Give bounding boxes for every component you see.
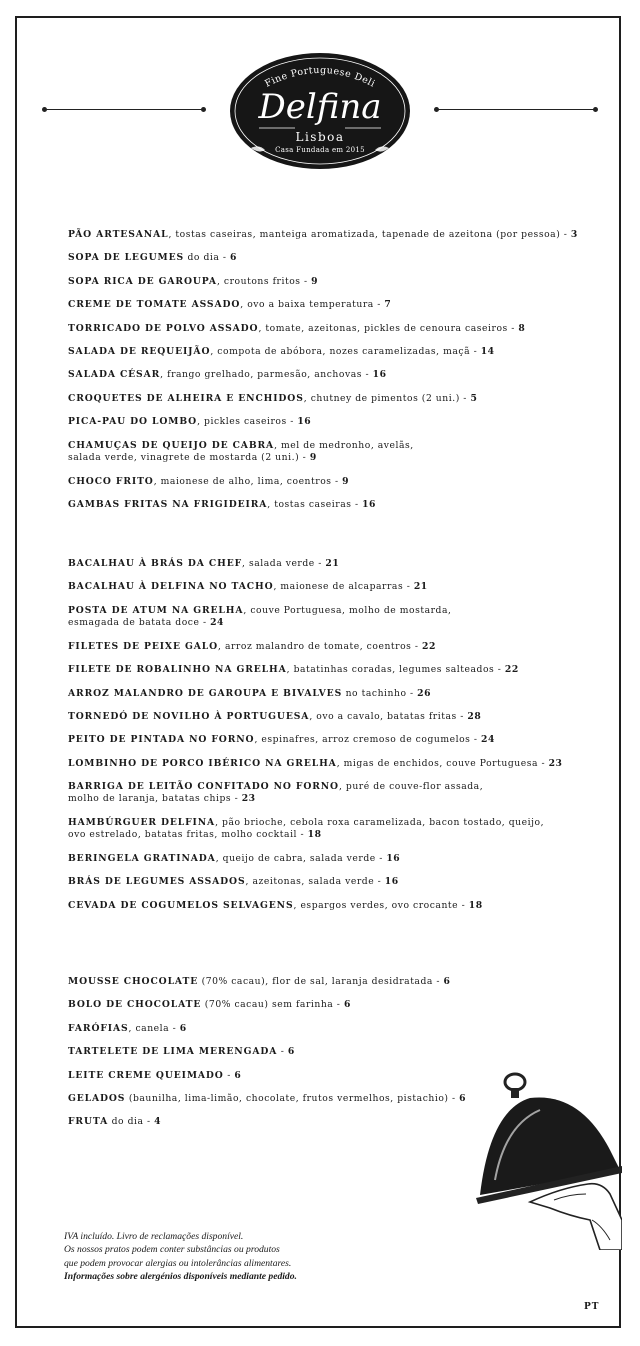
dish-price: 21	[325, 558, 340, 569]
dish-description: , maionese de alcaparras -	[273, 581, 414, 593]
dish-name: CEVADA DE COGUMELOS SELVAGENS	[68, 899, 294, 911]
dish-description: , azeitonas, salada verde -	[245, 876, 385, 888]
dish-price: 16	[384, 876, 399, 888]
dish-description: , batatinhas coradas, legumes salteados -	[286, 664, 505, 676]
dish-name: SOPA RICA DE GAROUPA	[68, 275, 217, 287]
dish-description: -	[277, 1046, 288, 1058]
logo-city: Lisboa	[295, 130, 345, 144]
menu-item	[68, 299, 588, 311]
dish-price: 6	[443, 976, 451, 987]
dish-description-cont: salada verde, vinagrete de mostarda (2 uni.) -	[68, 451, 310, 463]
dish-description: , couve Portuguesa, molho de mostarda,	[243, 604, 452, 616]
dish-description: -	[223, 1069, 235, 1081]
dish-price: 5	[470, 392, 478, 404]
menu-item	[68, 1023, 588, 1035]
dish-description: , arroz malandro de tomate, coentros -	[218, 640, 423, 652]
dish-price: 23	[241, 793, 256, 805]
menu-item	[68, 641, 588, 653]
menu-item	[68, 876, 588, 888]
menu-item	[68, 999, 588, 1011]
dish-name: FILETES DE PEIXE GALO	[68, 640, 219, 652]
menu-item	[68, 229, 588, 241]
dish-name: GAMBAS FRITAS NA FRIGIDEIRA	[68, 498, 268, 510]
menu-item	[68, 581, 588, 593]
dish-name: BARRIGA DE LEITÃO CONFITADO NO FORNO	[68, 781, 339, 793]
dish-description: , tostas caseiras -	[267, 498, 363, 510]
dish-name: LOMBINHO DE PORCO IBÉRICO NA GRELHA	[68, 757, 337, 769]
dish-price: 23	[548, 757, 563, 769]
dish-name: TARTELETE DE LIMA MERENGADA	[68, 1046, 278, 1058]
dish-price: 9	[309, 451, 317, 463]
menu-item	[68, 900, 588, 912]
dish-name: SALADA CÉSAR	[68, 369, 161, 381]
menu-item	[68, 605, 588, 629]
dish-description: , ovo a baixa temperatura -	[240, 299, 385, 311]
dish-description: , ovo a cavalo, batatas fritas -	[309, 710, 468, 722]
dish-description: , migas de enchidos, couve Portuguesa -	[336, 757, 549, 769]
left-divider	[44, 109, 204, 110]
dish-name: FRUTA	[68, 1116, 109, 1128]
dish-name: CROQUETES DE ALHEIRA E ENCHIDOS	[68, 392, 304, 404]
dish-price: 8	[518, 322, 526, 334]
dish-price: 3	[570, 229, 578, 240]
menu-item	[68, 817, 588, 841]
dish-description: do dia -	[184, 252, 231, 264]
dish-name: BRÁS DE LEGUMES ASSADOS	[68, 876, 246, 888]
dish-name: SALADA DE REQUEIJÃO	[68, 346, 211, 357]
dish-description-cont: ovo estrelado, batatas fritas, molho cocktail -	[68, 829, 308, 840]
right-divider	[436, 109, 596, 110]
dish-name: PEITO DE PINTADA NO FORNO	[68, 734, 255, 746]
dish-price: 16	[362, 498, 376, 510]
dish-name: TORRICADO DE POLVO ASSADO	[68, 322, 259, 334]
dish-price: 18	[307, 829, 322, 840]
language-code: PT	[584, 1302, 600, 1312]
dish-description: , frango grelhado, parmesão, anchovas -	[160, 369, 373, 381]
dish-name: BERINGELA GRATINADA	[68, 852, 216, 864]
dish-name: CREME DE TOMATE ASSADO	[68, 299, 241, 311]
dish-name: PÃO ARTESANAL	[68, 229, 169, 240]
dish-description: , salada verde -	[242, 558, 326, 569]
dish-description-cont: molho de laranja, batatas chips -	[68, 793, 242, 805]
menu-item	[68, 1046, 588, 1058]
logo-name: Delfina	[258, 87, 382, 127]
menu-item	[68, 499, 588, 511]
dish-price: 26	[417, 687, 432, 699]
menu-item	[68, 416, 588, 428]
dish-name: POSTA DE ATUM NA GRELHA	[68, 604, 244, 616]
menu-item	[68, 252, 588, 264]
dish-description: , espargos verdes, ovo crocante -	[293, 899, 469, 911]
dish-name: CHAMUÇAS DE QUEIJO DE CABRA	[68, 439, 275, 451]
dish-price: 24	[481, 734, 495, 746]
dish-description: no tachinho -	[342, 687, 418, 699]
menu-item	[68, 476, 588, 488]
dish-name: HAMBÚRGUER DELFINA	[68, 817, 216, 828]
dish-description: , queijo de cabra, salada verde -	[215, 852, 387, 864]
dish-name: ARROZ MALANDRO DE GAROUPA E BIVALVES	[68, 687, 343, 699]
dish-name: MOUSSE CHOCOLATE	[68, 976, 199, 987]
dish-description: (70% cacau) sem farinha -	[201, 999, 344, 1011]
dish-price: 6	[230, 252, 237, 264]
menu-item	[68, 758, 588, 770]
menu-item	[68, 323, 588, 335]
dish-name: FILETE DE ROBALINHO NA GRELHA	[68, 664, 287, 676]
dish-name: SOPA DE LEGUMES	[68, 252, 185, 264]
dish-description: , tostas caseiras, manteiga aromatizada, tapenade de azeitona (por pessoa) -	[168, 229, 571, 240]
menu-item	[68, 711, 588, 723]
menu-item	[68, 346, 588, 358]
dish-name: BOLO DE CHOCOLATE	[68, 999, 202, 1011]
footnote-line-2: Os nossos pratos podem conter substâncias ou produtos	[64, 1244, 280, 1256]
dish-price: 16	[372, 369, 387, 381]
dish-price: 4	[154, 1116, 162, 1128]
menu-item	[68, 781, 588, 805]
dish-price: 21	[413, 581, 428, 593]
dish-description-cont: esmagada de batata doce -	[68, 616, 211, 628]
dish-price: 28	[467, 710, 482, 722]
logo-founded: Casa Fundada em 2015	[275, 146, 365, 154]
dish-description: , pickles caseiros -	[197, 416, 298, 428]
dish-description: , tomate, azeitonas, pickles de cenoura caseiros -	[258, 322, 519, 334]
dish-description: , espinafres, arroz cremoso de cogumelos -	[254, 734, 482, 746]
dish-price: 22	[504, 664, 519, 676]
dish-price: 6	[179, 1022, 187, 1034]
menu-item	[68, 976, 588, 988]
dish-description: (baunilha, lima-limão, chocolate, frutos vermelhos, pistachio) -	[125, 1093, 460, 1104]
dish-description: , mel de medronho, avelãs,	[274, 439, 414, 451]
dish-name: CHOCO FRITO	[68, 475, 154, 487]
menu-item	[68, 393, 588, 405]
dish-description: , pão brioche, cebola roxa caramelizada, bacon tostado, queijo,	[215, 817, 545, 828]
dish-description: , chutney de pimentos (2 uni.) -	[303, 392, 471, 404]
menu-item	[68, 853, 588, 865]
dish-price: 14	[480, 346, 495, 357]
dish-name: PICA-PAU DO LOMBO	[68, 416, 198, 428]
footnote-line-3: que podem provocar alergias ou intolerâncias alimentares.	[64, 1257, 292, 1269]
menu-item	[68, 440, 588, 464]
dish-price: 6	[287, 1046, 295, 1058]
dish-description: (70% cacau), flor de sal, laranja desidratada -	[198, 976, 444, 987]
menu-item	[68, 276, 588, 288]
dish-price: 9	[342, 475, 350, 487]
dish-price: 24	[210, 616, 224, 628]
dish-price: 7	[384, 299, 392, 311]
logo-top-text: Fine Portuguese Deli	[263, 64, 377, 90]
dish-description: , croutons fritos -	[216, 275, 312, 287]
dish-name: LEITE CREME QUEIMADO	[68, 1069, 224, 1081]
menu-item	[68, 734, 588, 746]
dish-name: GELADOS	[68, 1093, 126, 1104]
footnote	[64, 1230, 297, 1283]
cloche-serving-hand-icon	[470, 1070, 622, 1250]
dish-name: BACALHAU À BRÁS DA CHEF	[68, 558, 243, 569]
dish-description: , puré de couve-flor assada,	[338, 781, 484, 793]
dish-price: 6	[343, 999, 351, 1011]
menu-item	[68, 369, 588, 381]
dish-name: TORNEDÓ DE NOVILHO À PORTUGUESA	[68, 710, 310, 722]
footnote-allergens: Informações sobre alergénios disponíveis mediante pedido.	[64, 1270, 297, 1282]
dish-price: 18	[468, 899, 483, 911]
dish-description: , compota de abóbora, nozes caramelizadas, maçã -	[210, 346, 481, 357]
dish-description: , canela -	[128, 1022, 180, 1034]
dish-description: do dia -	[108, 1116, 155, 1128]
delfina-logo	[229, 52, 411, 170]
dish-price: 6	[459, 1093, 467, 1104]
menu-item	[68, 688, 588, 700]
dish-price: 16	[386, 852, 401, 864]
footnote-line-1: IVA incluído. Livro de reclamações disponível.	[64, 1231, 244, 1242]
dish-description: , maionese de alho, lima, coentros -	[153, 475, 343, 487]
dish-price: 16	[297, 416, 312, 428]
menu-item	[68, 664, 588, 676]
menu-item	[68, 558, 588, 570]
dish-price: 22	[422, 640, 436, 652]
dish-price: 6	[234, 1069, 242, 1081]
dish-name: BACALHAU À DELFINA NO TACHO	[68, 581, 274, 593]
dish-name: FARÓFIAS	[68, 1022, 129, 1034]
dish-price: 9	[311, 275, 319, 287]
